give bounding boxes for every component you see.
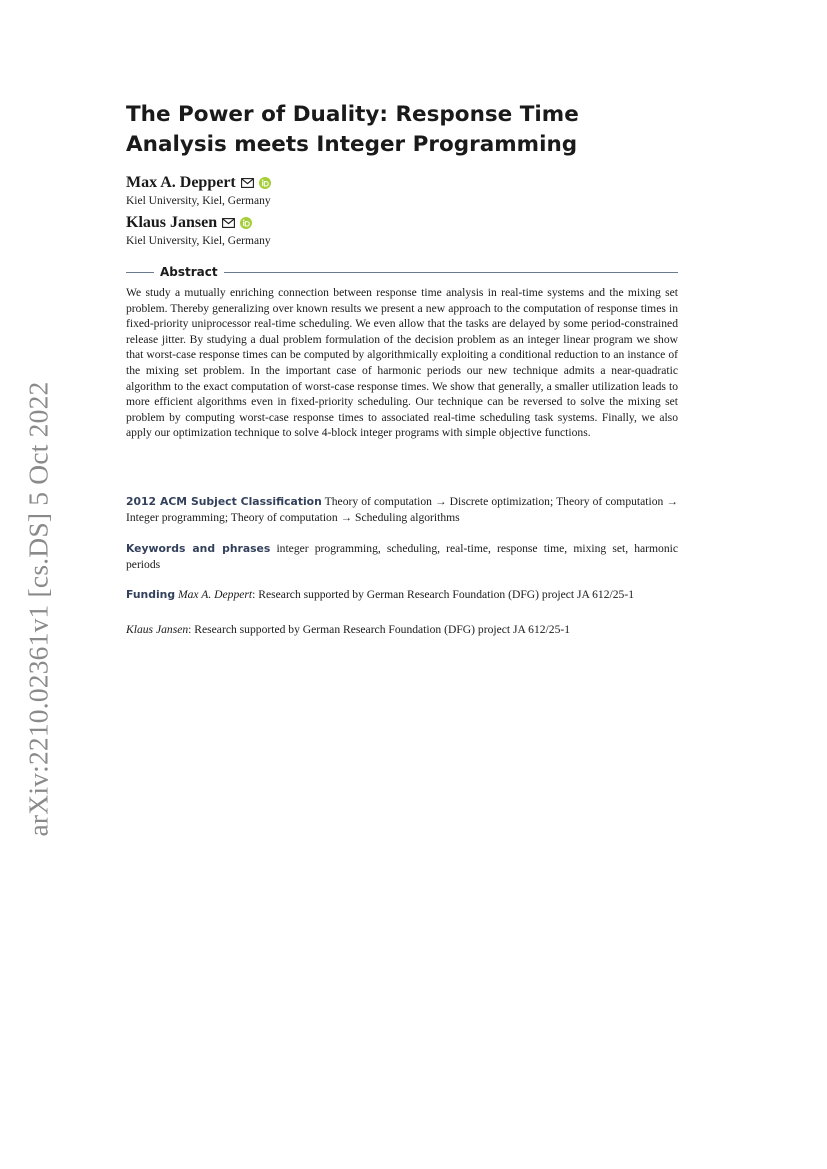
abstract-heading: Abstract bbox=[160, 265, 218, 279]
author-name: Klaus Jansen bbox=[126, 214, 218, 231]
email-icon[interactable] bbox=[222, 218, 235, 228]
orcid-icon[interactable] bbox=[240, 217, 252, 229]
author-block-1 bbox=[126, 173, 271, 207]
abstract-heading-rule bbox=[126, 265, 678, 279]
abstract-text: We study a mutually enriching connection between response time analysis in real-time systems and the mixing set problem. Thereby generalizing over known results we present a new approach to the computation of response times in fixed-priority uniprocessor real-time scheduling. We even allow that the tasks are delayed by some period-constrained release jitter. By studying a dual problem formulation of the decision problem as an integer linear program we show that worst-case response times can be computed by algorithmically exploiting a conditional reduction to an instance of the mixing set problem. In the important case of harmonic periods our new technique admits a near-quadratic algorithm to the exact computation of worst-case response times. We show that generally, a smaller utilization leads to more efficient algorithms even in fixed-priority scheduling. Our technique can be reversed to solve the mixing set problem by computing worst-case response times to associated real-time scheduling task systems. Finally, we also apply our optimization technique to solve 4-block integer programs with simple objective functions. bbox=[126, 286, 678, 440]
author-block-2 bbox=[126, 213, 271, 247]
orcid-icon[interactable] bbox=[259, 177, 271, 189]
funding-author: Max A. Deppert bbox=[177, 588, 253, 601]
funding-entry-1 bbox=[126, 587, 678, 603]
paper-title: The Power of Duality: Response Time Analysis meets Integer Programming bbox=[126, 102, 579, 157]
acm-label: 2012 ACM Subject Classification bbox=[126, 495, 322, 508]
rule-left bbox=[126, 272, 154, 273]
keywords-label: Keywords and phrases bbox=[126, 542, 271, 555]
keywords bbox=[126, 541, 678, 572]
author-affiliation: Kiel University, Kiel, Germany bbox=[126, 195, 271, 207]
author-affiliation: Kiel University, Kiel, Germany bbox=[126, 235, 271, 247]
funding-label: Funding bbox=[126, 588, 176, 601]
rule-right bbox=[224, 272, 678, 273]
acm-classification bbox=[126, 494, 678, 525]
arxiv-id-text: arXiv:2210.02361v1 [cs.DS] 5 Oct 2022 bbox=[22, 381, 53, 837]
keywords-text: integer programming, scheduling, real-time, response time, mixing set, harmonic periods bbox=[126, 542, 678, 571]
email-icon[interactable] bbox=[241, 178, 254, 188]
author-name: Max A. Deppert bbox=[126, 174, 236, 191]
funding-author: Klaus Jansen bbox=[126, 623, 189, 636]
arxiv-identifier-stamp bbox=[13, 374, 63, 844]
funding-entry-2 bbox=[126, 622, 678, 638]
funding-text: : Research supported by German Research Foundation (DFG) project JA 612/25-1 bbox=[188, 623, 571, 636]
funding-text: : Research supported by German Research Foundation (DFG) project JA 612/25-1 bbox=[252, 588, 635, 601]
acm-text: Theory of computation → Discrete optimization; Theory of computation → Integer programming; Theory of computation → Scheduling algorithms bbox=[126, 495, 678, 524]
